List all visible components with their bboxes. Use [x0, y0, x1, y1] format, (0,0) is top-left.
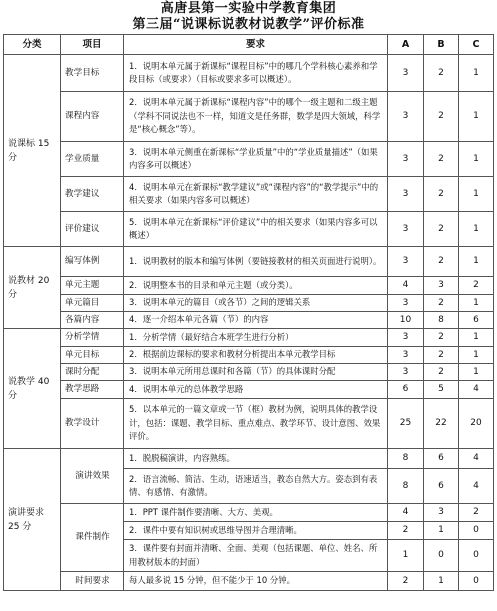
item-cell: 教学思路	[61, 381, 124, 399]
category-cell: 演讲要求 25 分	[4, 449, 61, 591]
score-b: 0	[424, 540, 459, 572]
item-cell: 评价建议	[61, 212, 124, 247]
item-cell: 分析学情	[61, 329, 124, 347]
score-a: 1	[388, 540, 424, 572]
score-c: 2	[459, 277, 494, 295]
score-a: 3	[388, 212, 424, 247]
score-a: 3	[388, 55, 424, 92]
requirement-cell: 每人最多说 15 分钟，但不能少于 10 分钟。	[124, 572, 388, 591]
score-a: 2	[388, 522, 424, 540]
item-cell: 时间要求	[61, 572, 124, 591]
requirement-cell: 5．说明本单元在新课标“评价建议”中的相关要求（如果内容多可以概述）	[124, 212, 388, 247]
score-c: 1	[459, 177, 494, 212]
score-a: 8	[388, 449, 424, 469]
item-cell: 编写体例	[61, 247, 124, 277]
score-a: 3	[388, 295, 424, 312]
score-c: 4	[459, 469, 494, 504]
table-row	[4, 142, 494, 177]
item-cell: 教学设计	[61, 399, 124, 449]
requirement-cell: 1．PPT 课件制作要清晰、大方、美观。	[124, 504, 388, 522]
score-b: 2	[424, 295, 459, 312]
item-cell: 各篇内容	[61, 312, 124, 329]
score-a: 8	[388, 469, 424, 504]
header-item: 项目	[61, 35, 124, 55]
table-row	[4, 55, 494, 92]
document-title-line1: 高唐县第一实验中学教育集团	[160, 1, 337, 16]
score-c: 1	[459, 212, 494, 247]
header-category: 分类	[4, 35, 61, 55]
score-a: 3	[388, 177, 424, 212]
table-row	[4, 247, 494, 277]
requirement-cell: 2．语言流畅、简洁、生动，语速适当，教态自然大方。姿态到有表情、有感情、有激情。	[124, 469, 388, 504]
requirement-cell: 1．说明教材的版本和编写体例（要链接教材的相关页面进行说明）。	[124, 247, 388, 277]
requirement-cell: 2．说明本单元属于新课标“课程内容”中的哪个一级主题和二级主题（学科不同说法也不一样，知道文是任务群，数学是四大领域，科学是“核心概念”等）。	[124, 92, 388, 142]
score-a: 3	[388, 364, 424, 381]
score-b: 2	[424, 142, 459, 177]
table-row	[4, 381, 494, 399]
score-b: 3	[424, 504, 459, 522]
requirement-cell: 4．说明本单元在新课标“教学建议”或“课程内容”的“教学提示”中的相关要求（如果内容多可以概述）	[124, 177, 388, 212]
table-row	[4, 277, 494, 295]
table-row	[4, 364, 494, 381]
table-row	[4, 92, 494, 142]
score-a: 3	[388, 247, 424, 277]
table-row	[4, 399, 494, 449]
table-row	[4, 504, 494, 522]
item-cell: 教学建议	[61, 177, 124, 212]
score-c: 4	[459, 449, 494, 469]
score-a: 6	[388, 381, 424, 399]
score-c: 1	[459, 92, 494, 142]
item-cell: 演讲效果	[61, 449, 124, 504]
table-row	[4, 312, 494, 329]
score-b: 6	[424, 469, 459, 504]
score-b: 2	[424, 92, 459, 142]
item-cell: 单元目标	[61, 347, 124, 364]
score-c: 1	[459, 329, 494, 347]
score-b: 22	[424, 399, 459, 449]
score-b: 3	[424, 277, 459, 295]
item-cell: 教学目标	[61, 55, 124, 92]
category-cell: 说教材 20 分	[4, 247, 61, 329]
score-b: 2	[424, 212, 459, 247]
score-c: 1	[459, 55, 494, 92]
header-requirement: 要求	[124, 35, 388, 55]
score-a: 10	[388, 312, 424, 329]
score-b: 6	[424, 449, 459, 469]
requirement-cell: 4．逐一介绍本单元各篇（节）的内容	[124, 312, 388, 329]
category-cell: 说课标 15 分	[4, 55, 61, 247]
requirement-cell: 2．根据前边课标的要求和教材分析提出本单元教学目标	[124, 347, 388, 364]
score-b: 2	[424, 364, 459, 381]
score-b: 1	[424, 572, 459, 591]
score-a: 3	[388, 92, 424, 142]
requirement-cell: 3．课件要有封面并清晰、全面、美观（包括课题、单位、姓名、所用教材版本的封面）	[124, 540, 388, 572]
item-cell: 课件制作	[61, 504, 124, 572]
item-cell: 课程内容	[61, 92, 124, 142]
score-c: 0	[459, 540, 494, 572]
score-c: 1	[459, 142, 494, 177]
score-c: 0	[459, 522, 494, 540]
score-c: 4	[459, 381, 494, 399]
item-cell: 单元篇目	[61, 295, 124, 312]
requirement-cell: 3．说明本单元的篇目（或各节）之间的逻辑关系	[124, 295, 388, 312]
score-c: 1	[459, 247, 494, 277]
requirement-cell: 4．说明本单元的总体教学思路	[124, 381, 388, 399]
table-row	[4, 177, 494, 212]
requirement-cell: 1．脱脱稿演讲，内容熟练。	[124, 449, 388, 469]
requirement-cell: 2．课件中要有知识树或思维导图并合理清晰。	[124, 522, 388, 540]
item-cell: 单元主题	[61, 277, 124, 295]
score-a: 3	[388, 142, 424, 177]
header-grade-b: B	[424, 35, 459, 55]
header-grade-c: C	[459, 35, 494, 55]
score-b: 2	[424, 247, 459, 277]
score-b: 1	[424, 522, 459, 540]
score-b: 8	[424, 312, 459, 329]
requirement-cell: 1．说明本单元属于新课标“课程目标”中的哪几个学科核心素养和学段目标（或要求）（目标或要求多可以概述）。	[124, 55, 388, 92]
score-c: 1	[459, 347, 494, 364]
header-grade-a: A	[388, 35, 424, 55]
score-a: 2	[388, 572, 424, 591]
table-row	[4, 449, 494, 469]
table-row	[4, 572, 494, 591]
requirement-cell: 3．说明本单元所用总课时和各篇（节）的具体课时分配	[124, 364, 388, 381]
score-a: 25	[388, 399, 424, 449]
score-a: 4	[388, 504, 424, 522]
table-row	[4, 329, 494, 347]
score-b: 2	[424, 329, 459, 347]
score-c: 1	[459, 295, 494, 312]
table-row	[4, 212, 494, 247]
score-c: 2	[459, 504, 494, 522]
table-row	[4, 347, 494, 364]
score-c: 1	[459, 364, 494, 381]
score-c: 0	[459, 572, 494, 591]
score-b: 5	[424, 381, 459, 399]
document-title-line2: 第三届“说课标说教材说教学”评价标准	[132, 17, 365, 32]
score-a: 3	[388, 329, 424, 347]
evaluation-table	[3, 34, 494, 591]
score-c: 20	[459, 399, 494, 449]
table-header-row	[4, 35, 494, 55]
requirement-cell: 1．分析学情（最好结合本班学生进行分析）	[124, 329, 388, 347]
score-a: 3	[388, 347, 424, 364]
requirement-cell: 5．以本单元的一篇文章或一节（框）教材为例，说明具体的教学设计，包括：课题、教学目标、重点难点、教学环节、设计意图、效果评价。	[124, 399, 388, 449]
item-cell: 学业质量	[61, 142, 124, 177]
requirement-cell: 2．说明整本书的目录和单元主题（或分类）。	[124, 277, 388, 295]
score-b: 2	[424, 55, 459, 92]
score-a: 4	[388, 277, 424, 295]
category-cell: 说教学 40 分	[4, 329, 61, 449]
item-cell: 课时分配	[61, 364, 124, 381]
score-b: 2	[424, 347, 459, 364]
requirement-cell: 3．说明本单元侧重在新课标“学业质量”中的“学业质量描述”（如果内容多可以概述）	[124, 142, 388, 177]
score-b: 2	[424, 177, 459, 212]
score-c: 6	[459, 312, 494, 329]
table-row	[4, 295, 494, 312]
